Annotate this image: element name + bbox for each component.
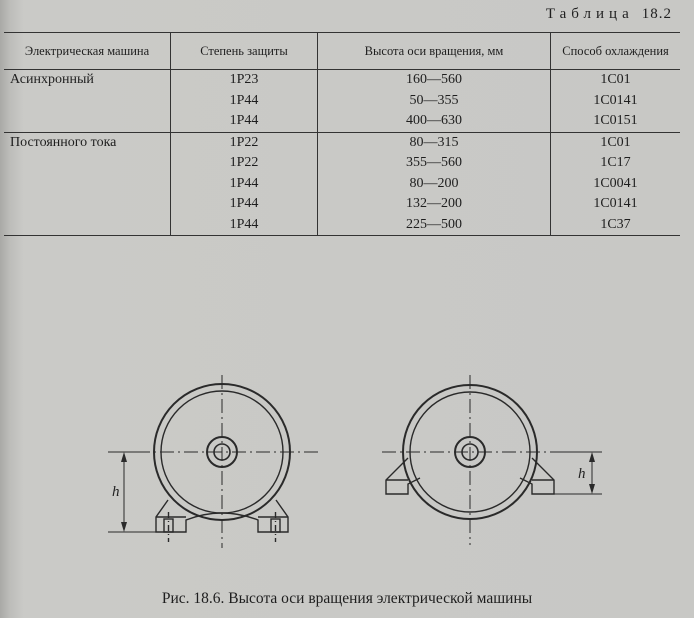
cell-protection: 1P44 bbox=[171, 91, 318, 112]
table-caption-number: 18.2 bbox=[641, 6, 672, 22]
table-row bbox=[4, 111, 680, 132]
cell-protection: 1P44 bbox=[171, 194, 318, 215]
table-row bbox=[4, 70, 680, 91]
cell-cooling: 1C01 bbox=[551, 132, 681, 153]
cell-machine bbox=[4, 153, 171, 174]
cell-cooling: 1C0151 bbox=[551, 111, 681, 132]
header-protection: Степень защиты bbox=[171, 33, 318, 70]
cell-machine bbox=[4, 111, 171, 132]
cell-cooling: 1C37 bbox=[551, 215, 681, 236]
header-axis-height: Высота оси вращения, мм bbox=[318, 33, 551, 70]
cell-axis-height: 132—200 bbox=[318, 194, 551, 215]
figure-drawing bbox=[0, 360, 694, 585]
motor-lug-mounted bbox=[382, 375, 602, 545]
cell-axis-height: 225—500 bbox=[318, 215, 551, 236]
cell-axis-height: 355—560 bbox=[318, 153, 551, 174]
cell-protection: 1P44 bbox=[171, 111, 318, 132]
header-cooling: Способ охлаждения bbox=[551, 33, 681, 70]
data-table bbox=[4, 32, 680, 236]
table-caption-word: Таблица bbox=[545, 6, 634, 22]
cell-cooling: 1C0041 bbox=[551, 174, 681, 195]
cell-protection: 1P23 bbox=[171, 70, 318, 91]
cell-protection: 1P44 bbox=[171, 215, 318, 236]
cell-cooling: 1C17 bbox=[551, 153, 681, 174]
cell-machine bbox=[4, 91, 171, 112]
cell-axis-height: 50—355 bbox=[318, 91, 551, 112]
cell-machine bbox=[4, 174, 171, 195]
cell-axis-height: 80—315 bbox=[318, 132, 551, 153]
cell-axis-height: 160—560 bbox=[318, 70, 551, 91]
table-row bbox=[4, 153, 680, 174]
motor-foot-mounted bbox=[108, 375, 318, 548]
cell-protection: 1P22 bbox=[171, 153, 318, 174]
table-row bbox=[4, 132, 680, 153]
cell-protection: 1P44 bbox=[171, 174, 318, 195]
table-row bbox=[4, 91, 680, 112]
cell-cooling: 1C0141 bbox=[551, 194, 681, 215]
cell-protection: 1P22 bbox=[171, 132, 318, 153]
cell-axis-height: 80—200 bbox=[318, 174, 551, 195]
figure-caption: Рис. 18.6. Высота оси вращения электрической машины bbox=[161, 590, 533, 607]
cell-axis-height: 400—630 bbox=[318, 111, 551, 132]
table-header-row bbox=[4, 33, 680, 70]
dimension-label-right: h bbox=[578, 466, 586, 482]
table-row bbox=[4, 215, 680, 236]
dimension-label-left: h bbox=[112, 484, 120, 500]
table-row bbox=[4, 174, 680, 195]
table-row bbox=[4, 194, 680, 215]
cell-machine: Асинхронный bbox=[10, 72, 94, 87]
table-caption bbox=[546, 6, 672, 23]
cell-cooling: 1C0141 bbox=[551, 91, 681, 112]
cell-cooling: 1C01 bbox=[551, 70, 681, 91]
header-machine: Электрическая машина bbox=[4, 33, 171, 70]
cell-machine bbox=[4, 194, 171, 215]
cell-machine bbox=[4, 215, 171, 236]
cell-machine: Постоянного тока bbox=[10, 134, 117, 150]
